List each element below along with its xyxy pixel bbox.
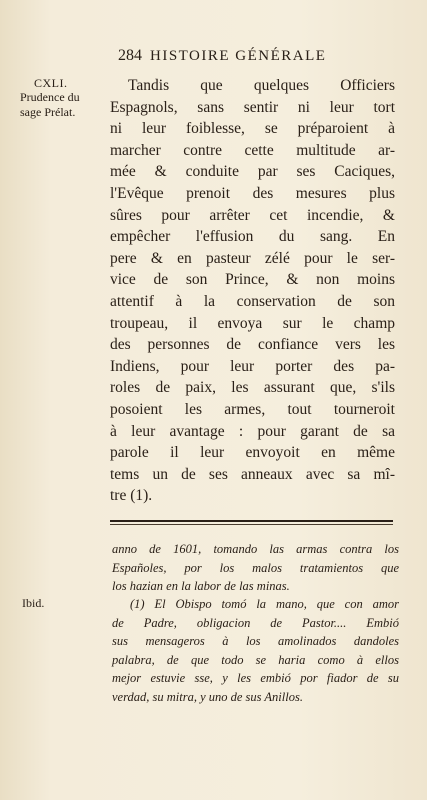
text-line: marcher contre cette multitude ar- <box>110 141 395 159</box>
footnote-line: Españoles, por los malos tratamientos que <box>112 560 399 575</box>
margin-note-line: sage Prélat. <box>20 105 76 119</box>
footnote-line: palabra, de que todo se haria como à ellos <box>112 652 399 667</box>
margin-section-number: CXLI. <box>34 76 68 90</box>
margin-ibid: Ibid. <box>22 596 45 610</box>
text-line: ni leur foiblesse, se préparoient à <box>110 120 395 138</box>
text-line: Tandis que quelques Officiers <box>128 77 395 94</box>
text-line: vice de son Prince, & non moins <box>110 271 395 289</box>
text-line: roles de paix, les assurant que, s'ils <box>110 379 395 397</box>
text-line: sûres pour arrêter cet incendie, & <box>110 206 395 224</box>
text-line: empêcher l'effusion du sang. En <box>110 228 395 246</box>
text-line: pere & en pasteur zélé pour le ser- <box>110 249 395 267</box>
footnote-1 <box>112 595 399 706</box>
text-line: tems un de ses anneaux avec sa mî- <box>110 465 395 483</box>
footnote-continuation <box>112 540 399 596</box>
text-line: des personnes de confiance vers les <box>110 336 395 354</box>
text-line: posoient les armes, tout tourneroit <box>110 400 395 418</box>
margin-note <box>20 90 100 120</box>
footnote-line: verdad, su mitra, y uno de sus Anillos. <box>112 689 303 704</box>
footnote-rule <box>110 520 393 522</box>
text-line: troupeau, il envoya sur le champ <box>110 314 395 332</box>
text-line: à leur avantage : pour garant de sa <box>110 422 395 440</box>
text-line: Espagnols, sans sentir ni leur tort <box>110 98 395 116</box>
running-header <box>118 47 388 69</box>
footnote-line: de Padre, obligacion de Pastor.... Embió <box>112 615 399 630</box>
margin-note-line: Prudence du <box>20 90 80 104</box>
text-line: attentif à la conservation de son <box>110 292 395 310</box>
running-title: HISTOIRE GÉNÉRALE <box>150 48 327 64</box>
footnote-rule-thin <box>110 524 393 525</box>
footnote-line: sus mensageros à los amolinados dandoles <box>112 634 399 648</box>
footnote-line: los hazian en la labor de las minas. <box>112 579 290 593</box>
footnote-line: anno de 1601, tomando las armas contra los <box>112 542 399 556</box>
main-text <box>110 75 395 507</box>
text-line: mée & conduite par ses Caciques, <box>110 163 395 181</box>
text-line: tre (1). <box>110 487 153 505</box>
footnote-line: (1) El Obispo tomó la mano, que con amor <box>130 597 399 611</box>
text-line: Indiens, pour leur porter des pa- <box>110 357 395 375</box>
page-number: 284 <box>118 47 142 64</box>
text-line: l'Evêque prenoit des mesures plus <box>110 184 395 202</box>
footnote-line: mejor estuvie sse, y les embió por fiador de su <box>112 671 399 685</box>
text-line: parole il leur envoyoit en même <box>110 444 395 462</box>
